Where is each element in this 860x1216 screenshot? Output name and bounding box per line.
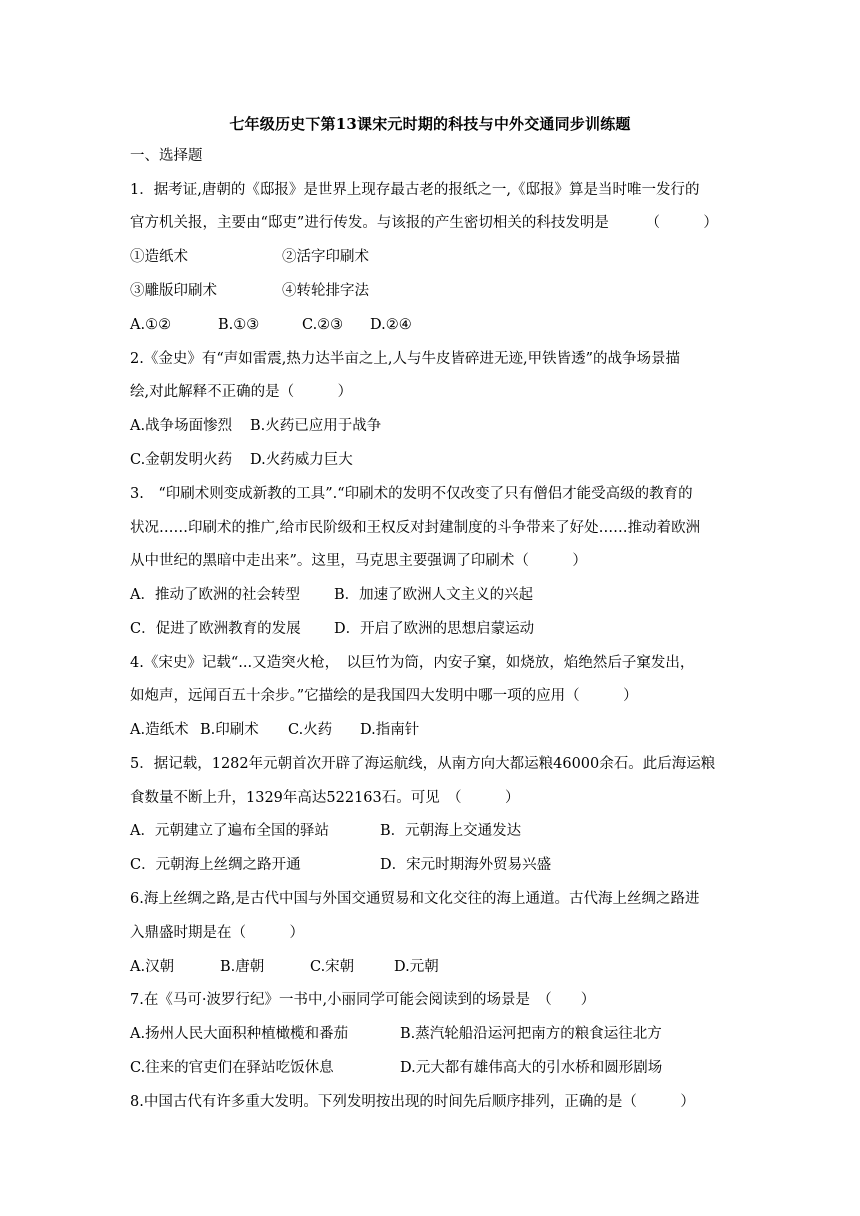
section-heading: 一、选择题 xyxy=(130,148,203,164)
q3-option-b: B．加速了欧洲人文主义的兴起 xyxy=(334,587,534,603)
q2-option-d: D.火药威力巨大 xyxy=(250,452,353,468)
q5-option-b: B．元朝海上交通发达 xyxy=(380,823,522,839)
q5-option-d: D．宋元时期海外贸易兴盛 xyxy=(380,857,552,873)
q4-option-c: C.火药 xyxy=(288,722,333,738)
q3-line3: 从中世纪的黑暗中走出来”。这里，马克思主要强调了印刷术（ ） xyxy=(130,553,587,569)
q7-option-c: C.往来的官吏们在驿站吃饭休息 xyxy=(130,1060,334,1076)
q1-item-3: ③雕版印刷术 xyxy=(130,283,217,299)
q1-item-1: ①造纸术 xyxy=(130,249,188,265)
q1-option-a: A.①② xyxy=(130,317,172,333)
q3-option-a: A．推动了欧洲的社会转型 xyxy=(130,587,300,603)
q1-answer-paren: （ ） xyxy=(645,215,718,231)
q6-line1: 6.海上丝绸之路,是古代中国与外国交通贸易和文化交往的海上通道。古代海上丝绸之路进 xyxy=(130,891,700,907)
q2-option-a: A.战争场面惨烈 xyxy=(130,418,233,434)
q7-option-b: B.蒸汽轮船沿运河把南方的粮食运往北方 xyxy=(400,1026,662,1042)
q2-option-c: C.金朝发明火药 xyxy=(130,452,233,468)
q7-option-a: A.扬州人民大面积种植橄榄和番茄 xyxy=(130,1026,349,1042)
q1-option-b: B.①③ xyxy=(218,317,260,333)
q1-line2 xyxy=(130,213,718,233)
q6-line2: 入鼎盛时期是在（ ） xyxy=(130,925,304,941)
q3-line1: 3. “印刷术则变成新教的工具”.“印刷术的发明不仅改变了只有僧侣才能受高级的教育的 xyxy=(130,486,693,502)
q1-option-d: D.②④ xyxy=(370,317,412,333)
q6-option-b: B.唐朝 xyxy=(220,959,265,975)
q1-line2-text: 官方机关报，主要由“邸吏”进行传发。与该报的产生密切相关的科技发明是 xyxy=(130,215,609,231)
q6-option-a: A.汉朝 xyxy=(130,959,175,975)
q1-item-4: ④转轮排字法 xyxy=(282,283,369,299)
q8-line1: 8.中国古代有许多重大发明。下列发明按出现的时间先后顺序排列，正确的是（ ） xyxy=(130,1094,695,1110)
q2-option-b: B.火药已应用于战争 xyxy=(250,418,382,434)
q2-line1: 2.《金史》有“声如雷震,热力达半亩之上,人与牛皮皆碎进无迹,甲铁皆透”的战争场景描 xyxy=(130,351,680,367)
q4-option-a: A.造纸术 xyxy=(130,722,189,738)
q5-option-c: C．元朝海上丝绸之路开通 xyxy=(130,857,301,873)
q3-option-c: C．促进了欧洲教育的发展 xyxy=(130,621,301,637)
q6-option-c: C.宋朝 xyxy=(310,959,355,975)
q5-option-a: A．元朝建立了遍布全国的驿站 xyxy=(130,823,329,839)
q4-option-b: B.印刷术 xyxy=(200,722,259,738)
document-title: 七年级历史下第13课宋元时期的科技与中外交通同步训练题 xyxy=(229,115,631,133)
q4-line1: 4.《宋史》记载“...又造突火枪， 以巨竹为筒，内安子窠，如烧放，焰绝然后子窠发出， xyxy=(130,655,695,671)
q1-item-2: ②活字印刷术 xyxy=(282,249,369,265)
q3-line2: 状况……印刷术的推广,给市民阶级和王权反对封建制度的斗争带来了好处……推动着欧洲 xyxy=(130,520,701,536)
q3-option-d: D．开启了欧洲的思想启蒙运动 xyxy=(334,621,535,637)
q5-line1: 5．据记载，1282年元朝首次开辟了海运航线，从南方向大都运粮46000余石。此后海运粮 xyxy=(130,756,716,772)
q6-option-d: D.元朝 xyxy=(394,959,439,975)
q4-option-d: D.指南针 xyxy=(360,722,420,738)
q5-line2: 食数量不断上升，1329年高达522163石。可见 （ ） xyxy=(130,790,520,806)
q1-option-c: C.②③ xyxy=(302,317,344,333)
q7-line1: 7.在《马可·波罗行纪》一书中,小丽同学可能会阅读到的场景是 （ ） xyxy=(130,992,596,1008)
q4-line2: 如炮声，远闻百五十余步。”它描绘的是我国四大发明中哪一项的应用（ ） xyxy=(130,688,638,704)
q2-line2: 绘,对此解释不正确的是（ ） xyxy=(130,384,353,400)
q1-line1: 1．据考证,唐朝的《邸报》是世界上现存最古老的报纸之一,《邸报》算是当时唯一发行的 xyxy=(130,182,700,198)
q7-option-d: D.元大都有雄伟高大的引水桥和圆形剧场 xyxy=(400,1060,663,1076)
